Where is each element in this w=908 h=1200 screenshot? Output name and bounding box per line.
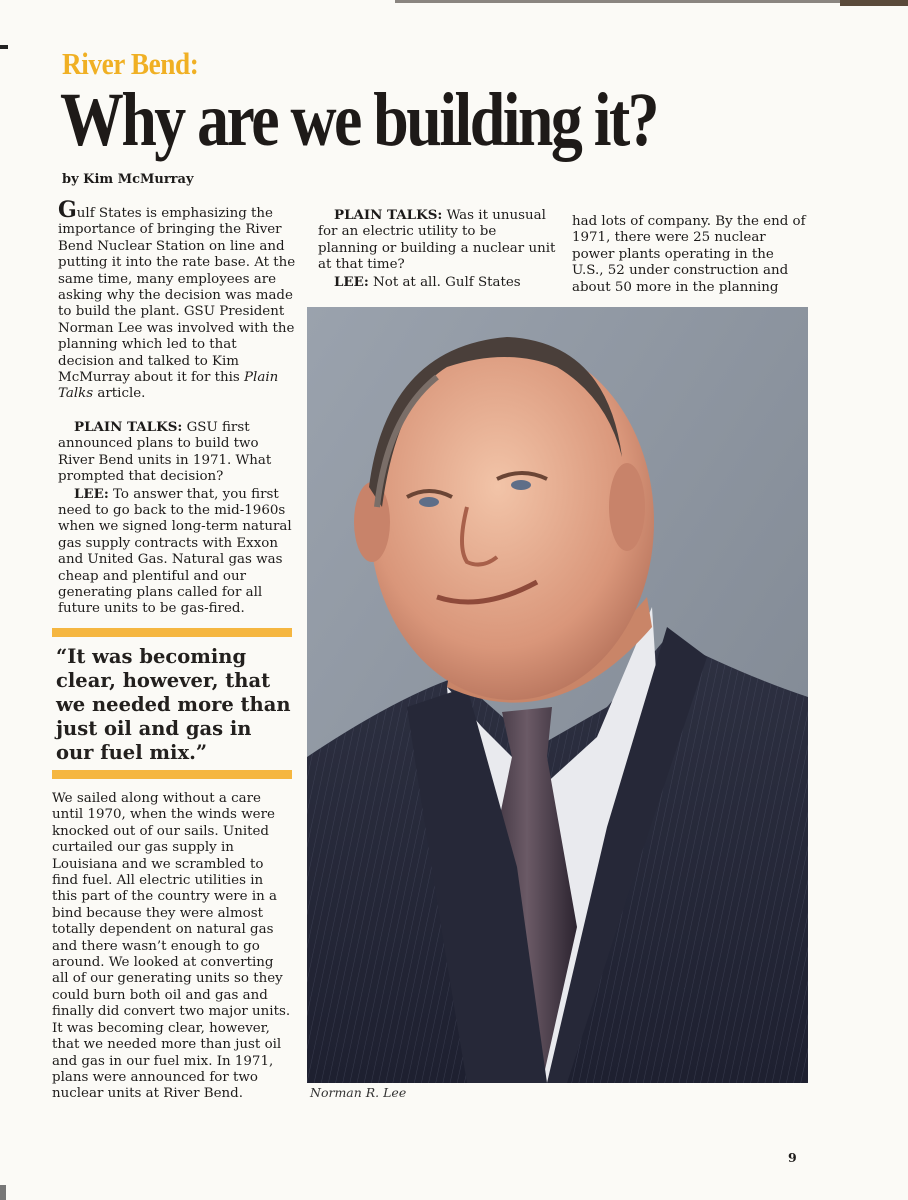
byline: by Kim McMurray <box>62 172 194 187</box>
intro-text: ulf States is emphasizing the importance of bringing the River Bend Nuclear Station on line and putting it into the rate base. At the same time, many employees are asking why the decision was made to build the plant. GSU President Norman Lee was involved with the planning which led to that decision and talked to Kim McMurray about it for this <box>58 206 296 386</box>
column-3-text <box>572 214 808 296</box>
answer-1 <box>58 486 296 618</box>
photo-caption: Norman R. Lee <box>310 1085 407 1100</box>
intro-tail: article. <box>93 386 146 402</box>
top-edge-rule <box>395 0 908 3</box>
pull-quote-top-bar <box>52 628 292 637</box>
page-number: 9 <box>788 1150 797 1165</box>
publication-name: Plain Talks <box>58 370 279 402</box>
intro-paragraph <box>58 197 296 403</box>
binding-mark <box>0 1185 6 1200</box>
top-edge-shadow <box>840 0 908 6</box>
speaker-label: PLAIN TALKS: <box>74 418 183 435</box>
registration-mark <box>0 45 8 49</box>
column-2-text <box>318 207 556 291</box>
speaker-label: LEE: <box>334 273 369 290</box>
headline: Why are we building it? <box>60 78 658 162</box>
portrait-illustration <box>307 307 808 1083</box>
body-paragraph: We sailed along without a care until 1970, when the winds were knocked out of our sails. United curtailed our gas supply in Louisiana and we scrambled to find fuel. All electric utilities in this part of the country were in a bind because they were almost totally dependent on natural gas and there wasn’t enough to go around. We looked at converting all of our generating units so they could burn both oil and gas and finally did convert two major units. It was becoming clear, however, that we needed more than just oil and gas in our fuel mix. In 1971, plans were announced for two nuclear units at River Bend. <box>52 791 291 1102</box>
portrait-photo <box>307 307 808 1083</box>
pull-quote-bottom-bar <box>52 770 292 779</box>
kicker: River Bend: <box>62 46 199 81</box>
body-paragraph: had lots of company. By the end of 1971, there were 25 nuclear power plants operating in the U.S., 52 under construction and about 50 more in the planning <box>572 214 806 295</box>
question-2 <box>318 207 556 274</box>
question-text: Was it unusual for an electric utility to be planning or building a nuclear unit at that time? <box>318 208 556 273</box>
column-1-text <box>58 197 296 618</box>
drop-cap: G <box>58 197 77 223</box>
column-1-continued <box>52 791 292 1103</box>
question-1 <box>58 419 296 486</box>
answer-text: Not at all. Gulf States <box>368 274 521 290</box>
speaker-label: LEE: <box>74 485 109 502</box>
speaker-label: PLAIN TALKS: <box>334 207 443 223</box>
answer-text: To answer that, you first need to go back to the mid-1960s when we signed long-term natural gas supply contracts with Exxon and United Gas. Natural gas was cheap and plentiful and our generating plans called for all future units to be gas-fired. <box>58 486 292 617</box>
answer-2 <box>318 274 556 291</box>
question-text: GSU first announced plans to build two River Bend units in 1971. What prompted that decision? <box>58 419 272 485</box>
pull-quote: “It was becoming clear, however, that we needed more than just oil and gas in our fuel mix.” <box>56 645 291 764</box>
